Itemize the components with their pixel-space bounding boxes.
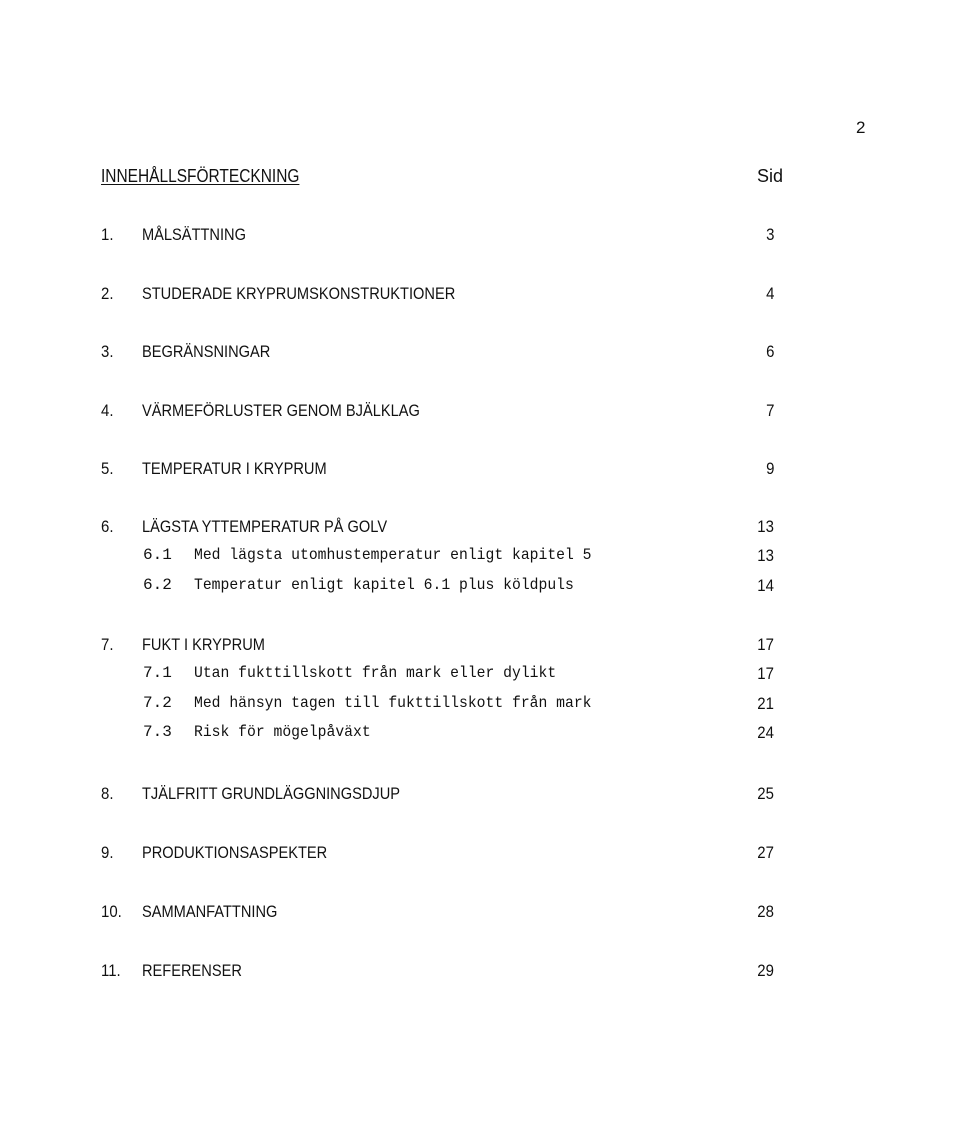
- toc-subentry[interactable]: [0, 546, 960, 570]
- toc-entry[interactable]: [0, 635, 960, 659]
- entry-label: PRODUKTIONSASPEKTER: [142, 843, 328, 862]
- entry-number: 1.: [101, 225, 114, 244]
- toc-entry[interactable]: [0, 961, 960, 985]
- entry-number: 4.: [101, 401, 114, 420]
- entry-number: 6.2: [143, 576, 172, 594]
- entry-number: 2.: [101, 284, 114, 303]
- toc-entry[interactable]: [0, 517, 960, 541]
- entry-page: 3: [765, 225, 774, 244]
- toc-subentry[interactable]: [0, 576, 960, 600]
- entry-page: 7: [765, 401, 774, 420]
- toc-entry[interactable]: [0, 342, 960, 366]
- entry-number: 7.1: [143, 664, 172, 682]
- entry-number: 5.: [101, 459, 114, 478]
- entry-number: 7.2: [143, 694, 172, 712]
- toc-entry[interactable]: [0, 459, 960, 483]
- entry-label: Utan fukttillskott från mark eller dylikt: [194, 664, 557, 682]
- entry-label: Med lägsta utomhustemperatur enligt kapitel 5: [194, 546, 592, 564]
- entry-label: BEGRÄNSNINGAR: [142, 342, 271, 361]
- entry-label: STUDERADE KRYPRUMSKONSTRUKTIONER: [142, 284, 456, 303]
- entry-page: 25: [757, 784, 774, 803]
- entry-number: 7.3: [143, 723, 172, 741]
- toc-entry[interactable]: [0, 843, 960, 867]
- toc-subentry[interactable]: [0, 694, 960, 718]
- entry-number: 6.: [101, 517, 114, 536]
- page-number: 2: [856, 118, 866, 137]
- entry-number: 3.: [101, 342, 114, 361]
- entry-number: 10.: [101, 902, 122, 921]
- entry-label: MÅLSÄTTNING: [142, 225, 246, 244]
- entry-label: Temperatur enligt kapitel 6.1 plus köldpuls: [194, 576, 574, 594]
- entry-number: 9.: [101, 843, 114, 862]
- entry-page: 24: [757, 723, 774, 742]
- entry-label: SAMMANFATTNING: [142, 902, 278, 921]
- entry-label: VÄRMEFÖRLUSTER GENOM BJÄLKLAG: [142, 401, 420, 420]
- entry-page: 29: [757, 961, 774, 980]
- entry-label: REFERENSER: [142, 961, 242, 980]
- entry-label: Risk för mögelpåväxt: [194, 723, 371, 741]
- entry-page: 17: [757, 635, 774, 654]
- entry-page: 21: [757, 694, 774, 713]
- entry-label: TJÄLFRITT GRUNDLÄGGNINGSDJUP: [142, 784, 401, 803]
- entry-page: 27: [757, 843, 774, 862]
- entry-label: LÄGSTA YTTEMPERATUR PÅ GOLV: [142, 517, 388, 536]
- entry-number: 7.: [101, 635, 114, 654]
- entry-label: FUKT I KRYPRUM: [142, 635, 265, 654]
- entry-label: Med hänsyn tagen till fukttillskott från mark: [194, 694, 592, 712]
- entry-number: 11.: [101, 961, 121, 980]
- toc-entry[interactable]: [0, 225, 960, 249]
- entry-label: TEMPERATUR I KRYPRUM: [142, 459, 327, 478]
- toc-entry[interactable]: [0, 401, 960, 425]
- entry-page: 6: [765, 342, 774, 361]
- toc-title: INNEHÅLLSFÖRTECKNING: [101, 166, 300, 186]
- entry-page: 17: [757, 664, 774, 683]
- entry-number: 8.: [101, 784, 114, 803]
- toc-subentry[interactable]: [0, 664, 960, 688]
- entry-number: 6.1: [143, 546, 172, 564]
- toc-entry[interactable]: [0, 902, 960, 926]
- entry-page: 9: [765, 459, 774, 478]
- entry-page: 14: [757, 576, 774, 595]
- toc-entry[interactable]: [0, 784, 960, 808]
- entry-page: 13: [757, 517, 774, 536]
- entry-page: 4: [765, 284, 774, 303]
- page-column-header: Sid: [756, 166, 783, 186]
- toc-entry[interactable]: [0, 284, 960, 308]
- toc-subentry[interactable]: [0, 723, 960, 747]
- entry-page: 13: [757, 546, 774, 565]
- entry-page: 28: [757, 902, 774, 921]
